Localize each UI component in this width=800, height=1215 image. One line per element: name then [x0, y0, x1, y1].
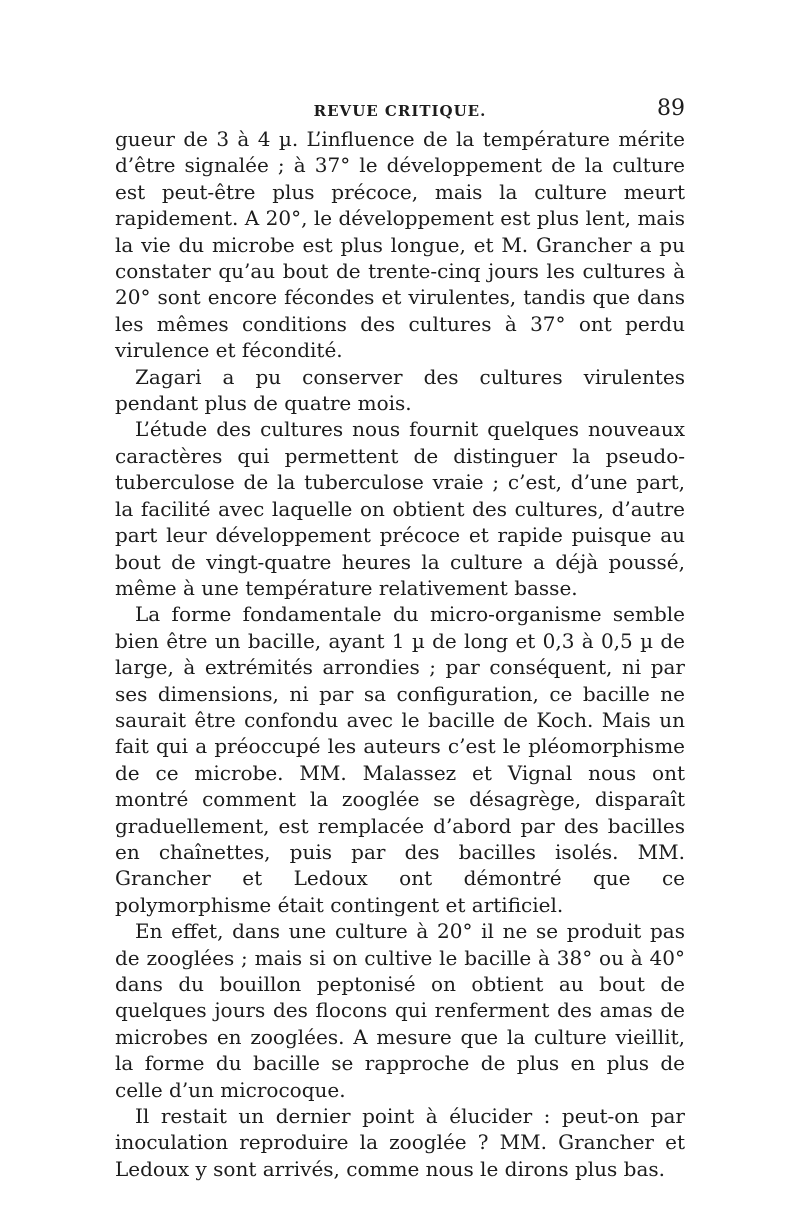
page-number: 89: [657, 96, 685, 121]
body-text: [115, 126, 685, 1182]
paragraph: L’étude des cultures nous fournit quelques nouveaux caractères qui permettent de distinguer la pseudo-tuberculose de la tuberculose vraie ; c’est, d’une part, la facilité avec laquelle on obtient des cultures, d’autre part leur développement précoce et rapide puisque au bout de vingt-quatre heures la culture a déjà poussé, même à une température relativement basse.: [115, 417, 685, 600]
paragraph: La forme fondamentale du micro-organisme semble bien être un bacille, ayant 1 µ de long et 0,3 à 0,5 µ de large, à extrémités arrondies ; par conséquent, ni par ses dimensions, ni par sa configuration, ce bacille ne saurait être confondu avec le bacille de Koch. Mais un fait qui a préoccupé les auteurs c’est le pléomorphisme de ce microbe. MM. Malassez et Vignal nous ont montré comment la zooglée se désagrège, disparaît graduellement, est remplacée d’abord par des bacilles en chaînettes, puis par des bacilles isolés. MM. Grancher et Ledoux ont démontré que ce polymorphisme était contingent et artificiel.: [115, 602, 685, 917]
paragraph-continued: gueur de 3 à 4 µ. L’influence de la température mérite d’être signalée ; à 37° le développement de la culture est peut-être plus précoce, mais la culture meurt rapidement. A 20°, le développement est plus lent, mais la vie du microbe est plus longue, et M. Grancher a pu constater qu’au bout de trente-cinq jours les cultures à 20° sont encore fécondes et virulentes, tandis que dans les mêmes conditions des cultures à 37° ont perdu virulence et fécondité.: [115, 127, 685, 363]
running-title: REVUE CRITIQUE.: [313, 102, 487, 120]
paragraph: En effet, dans une culture à 20° il ne se produit pas de zooglées ; mais si on cultive le bacille à 38° ou à 40° dans du bouillon peptonisé on obtient au bout de quelques jours des flocons qui renferment des amas de microbes en zooglées. A mesure que la culture vieillit, la forme du bacille se rapproche de plus en plus de celle d’un microcoque.: [115, 919, 685, 1102]
paragraph: Il restait un dernier point à élucider : peut-on par inoculation reproduire la zooglée ? MM. Grancher et Ledoux y sont arrivés, comme nous le dirons plus bas.: [115, 1104, 685, 1181]
page-header: [115, 96, 685, 126]
paragraph: Zagari a pu conserver des cultures virulentes pendant plus de quatre mois.: [115, 364, 685, 416]
